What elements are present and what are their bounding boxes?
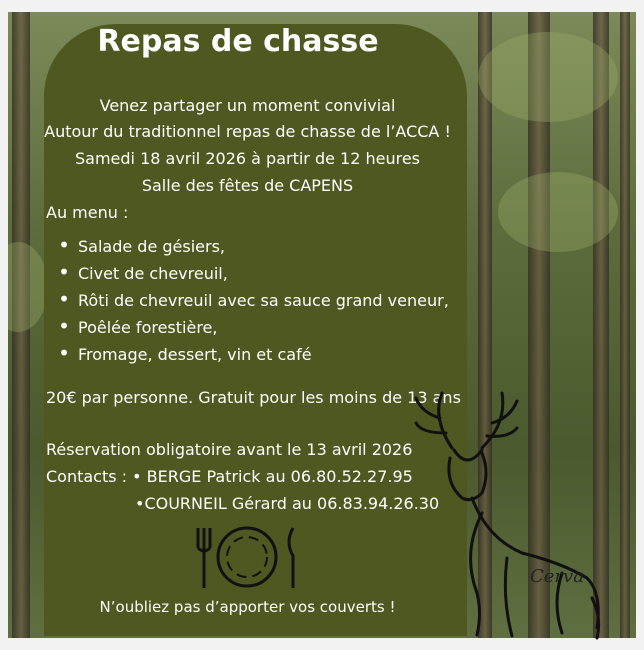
foliage: [478, 32, 618, 122]
menu-heading: Au menu :: [46, 203, 129, 222]
intro-line: Autour du traditionnel repas de chasse de l’ACCA !: [44, 122, 451, 141]
venue-line: Salle des fêtes de CAPENS: [141, 176, 354, 195]
menu-item: • Rôti de chevreuil avec sa sauce grand veneur,: [50, 286, 449, 313]
menu-item: • Salade de gésiers,: [50, 232, 449, 259]
footer-note: N’oubliez pas d’apporter vos couverts !: [99, 598, 396, 616]
reservation-line: Réservation obligatoire avant le 13 avril 2026: [46, 440, 413, 459]
price-line: 20€ par personne. Gratuit pour les moins de 13 ans: [46, 388, 461, 407]
foliage: [8, 242, 48, 332]
foliage: [498, 172, 618, 252]
menu-item: • Fromage, dessert, vin et café: [50, 340, 449, 367]
menu-item: • Poêlée forestière,: [50, 313, 449, 340]
page-title: Repas de chasse: [97, 24, 379, 59]
deer-signature: Cerva: [530, 566, 584, 587]
intro-line: Venez partager un moment convivial: [99, 96, 396, 115]
date-line: Samedi 18 avril 2026 à partir de 12 heures: [74, 149, 421, 168]
menu-list: [50, 232, 449, 367]
contact-line: •COURNEIL Gérard au 06.83.94.26.30: [135, 494, 440, 513]
contact-line: Contacts : • BERGE Patrick au 06.80.52.27.95: [46, 467, 413, 486]
menu-item: • Civet de chevreuil,: [50, 259, 449, 286]
cutlery-plate-icon: [190, 522, 305, 592]
